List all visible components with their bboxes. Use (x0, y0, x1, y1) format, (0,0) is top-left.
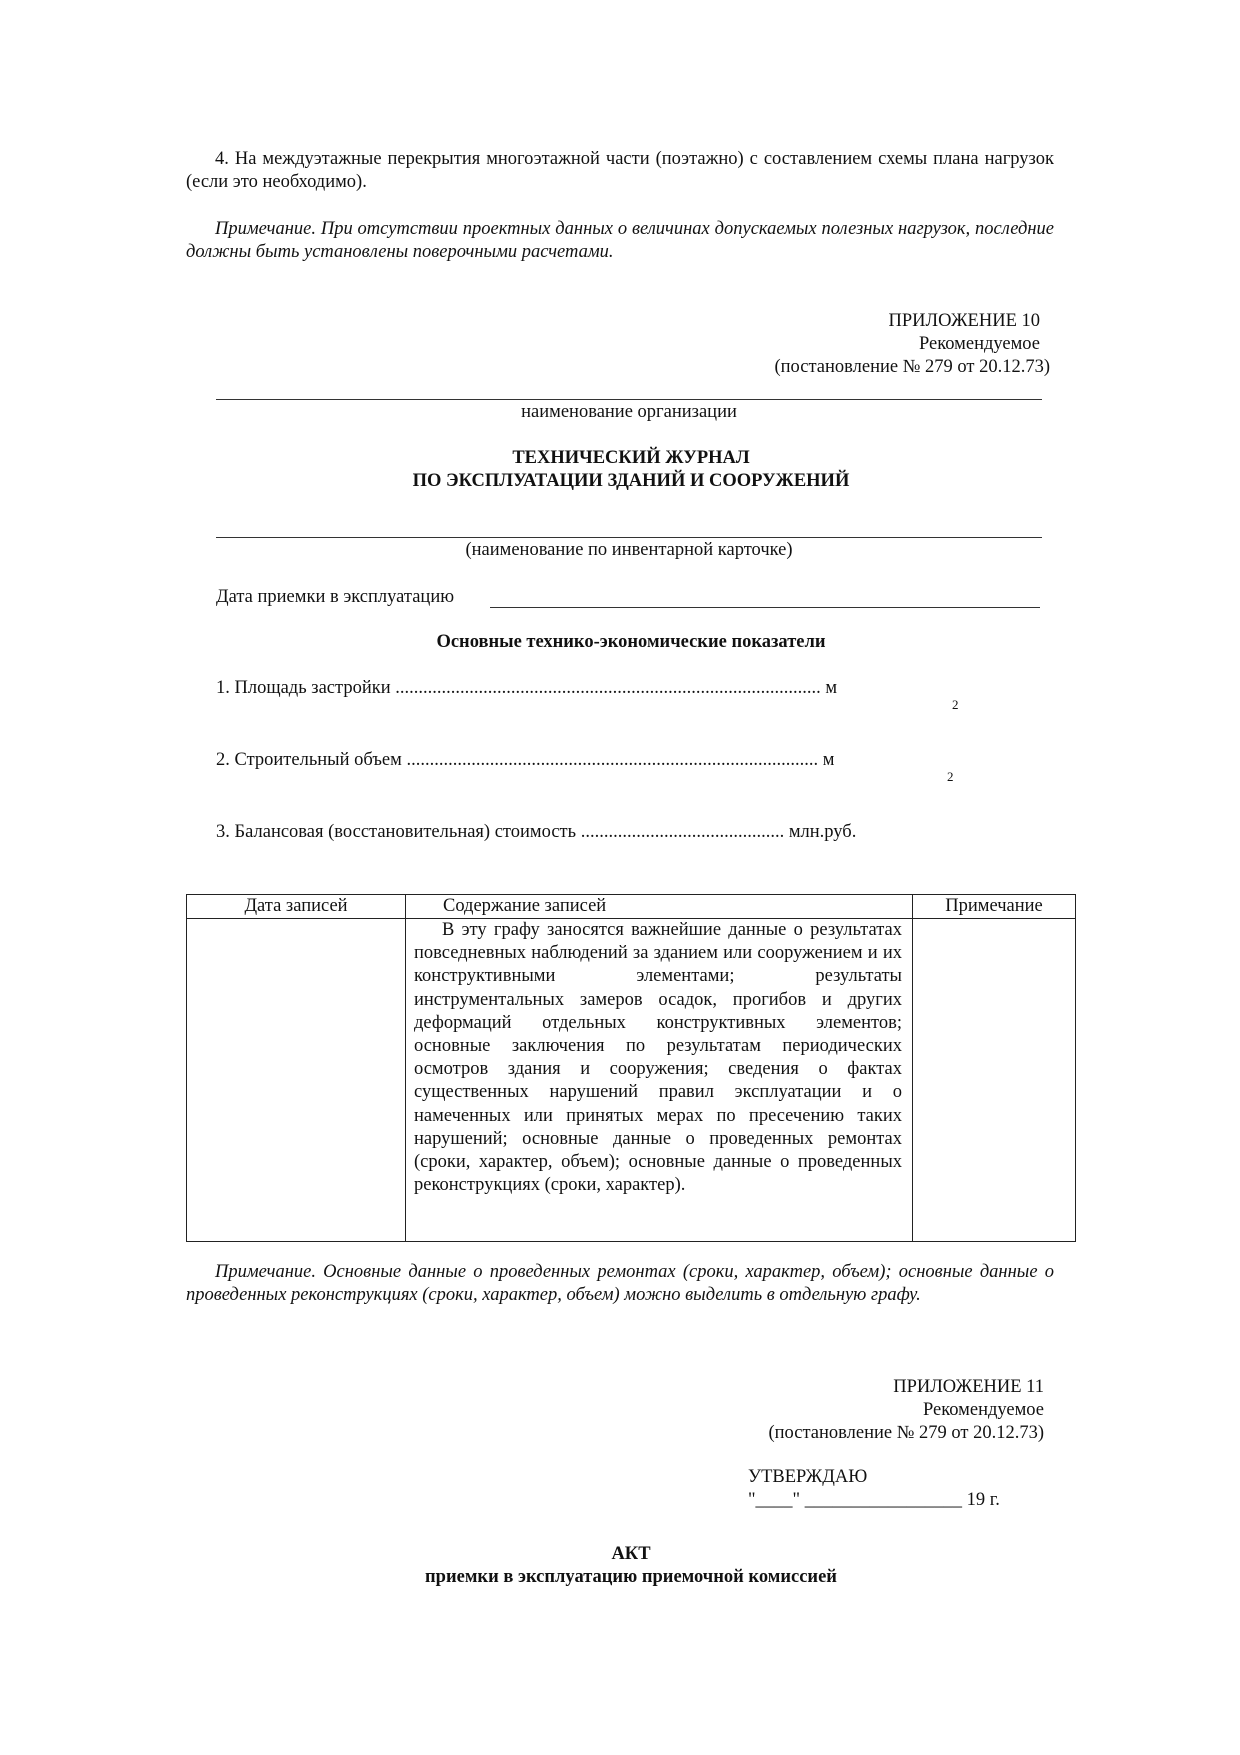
indicator-building-area-sub: 2 (952, 697, 959, 712)
item-4-paragraph: 4. На междуэтажные перекрытия многоэтажной части (поэтажно) с составлением схемы плана нагрузок (если это необходимо). (186, 149, 1054, 192)
appendix-10-status: Рекомендуемое (918, 334, 1040, 354)
appendix-11-decree: (постановление № 279 от 20.12.73) (768, 1423, 1044, 1443)
indicator-building-volume-sub: 2 (947, 769, 954, 784)
header-note: Примечание (913, 895, 1076, 919)
appendix-10-title: ПРИЛОЖЕНИЕ 10 (888, 311, 1040, 331)
journal-table (186, 894, 1076, 1242)
inventory-name-line[interactable] (216, 537, 1042, 538)
cell-content-text: В эту графу заносятся важнейшие данные о результатах повседневных наблюдений за зданием или сооружением и их конструктивными элементами; результаты инструментальных замеров осадок, прогибов и других деформаций отдельных конструктивных элементов; основные заключения по результатам периодических осмотров здания и сооружения; сведения о фактах существенных нарушений правил эксплуатации и о намеченных или принятых мерах по пресечению таких нарушений; основные данные о проведенных ремонтах (сроки, характер, объем); основные данные о проведенных реконструкциях (сроки, характер). (414, 920, 902, 1196)
organization-caption: наименование организации (521, 402, 737, 422)
table-note: Примечание. Основные данные о проведенных ремонтах (сроки, характер, объем); основные данные о проведенных реконструкциях (сроки, характер, объем) можно выделить в отдельную графу. (186, 1262, 1054, 1305)
act-title: АКТ (611, 1544, 651, 1564)
indicator-building-area: 1. Площадь застройки ............................................................................................ м (216, 678, 838, 698)
appendix-10-decree: (постановление № 279 от 20.12.73) (774, 357, 1050, 377)
cell-content[interactable] (406, 919, 913, 1242)
act-subtitle: приемки в эксплуатацию приемочной комиссией (425, 1567, 837, 1587)
appendix-10-header (774, 310, 1050, 379)
journal-table-header (187, 895, 1076, 919)
table-row (187, 919, 1076, 1242)
inventory-caption: (наименование по инвентарной карточке) (465, 540, 793, 560)
appendix-11-title: ПРИЛОЖЕНИЕ 11 (893, 1377, 1044, 1397)
organization-name-line[interactable] (216, 399, 1042, 400)
cell-date[interactable] (187, 919, 406, 1242)
acceptance-date-line[interactable] (490, 607, 1040, 608)
acceptance-date-label: Дата приемки в эксплуатацию (216, 587, 455, 607)
appendix-11-header (768, 1376, 1044, 1445)
approve-label: УТВЕРЖДАЮ (748, 1467, 868, 1487)
indicator-building-volume: 2. Строительный объем ......................................................................................... м (216, 750, 835, 770)
loads-note: Примечание. При отсутствии проектных данных о величинах допускаемых полезных нагрузок, последние должны быть установлены поверочными расчетами. (186, 219, 1054, 262)
header-date: Дата записей (187, 895, 406, 919)
indicators-heading: Основные технико-экономические показатели (436, 632, 826, 652)
journal-title-line2: ПО ЭКСПЛУАТАЦИИ ЗДАНИЙ И СООРУЖЕНИЙ (412, 471, 850, 491)
appendix-11-status: Рекомендуемое (922, 1400, 1044, 1420)
header-content: Содержание записей (406, 895, 913, 919)
cell-note[interactable] (913, 919, 1076, 1242)
approve-date-line[interactable]: "____" _________________ 19 г. (748, 1490, 1000, 1510)
journal-title-line1: ТЕХНИЧЕСКИЙ ЖУРНАЛ (512, 448, 750, 468)
indicator-balance-cost: 3. Балансовая (восстановительная) стоимость ............................................ млн.руб. (216, 822, 857, 842)
